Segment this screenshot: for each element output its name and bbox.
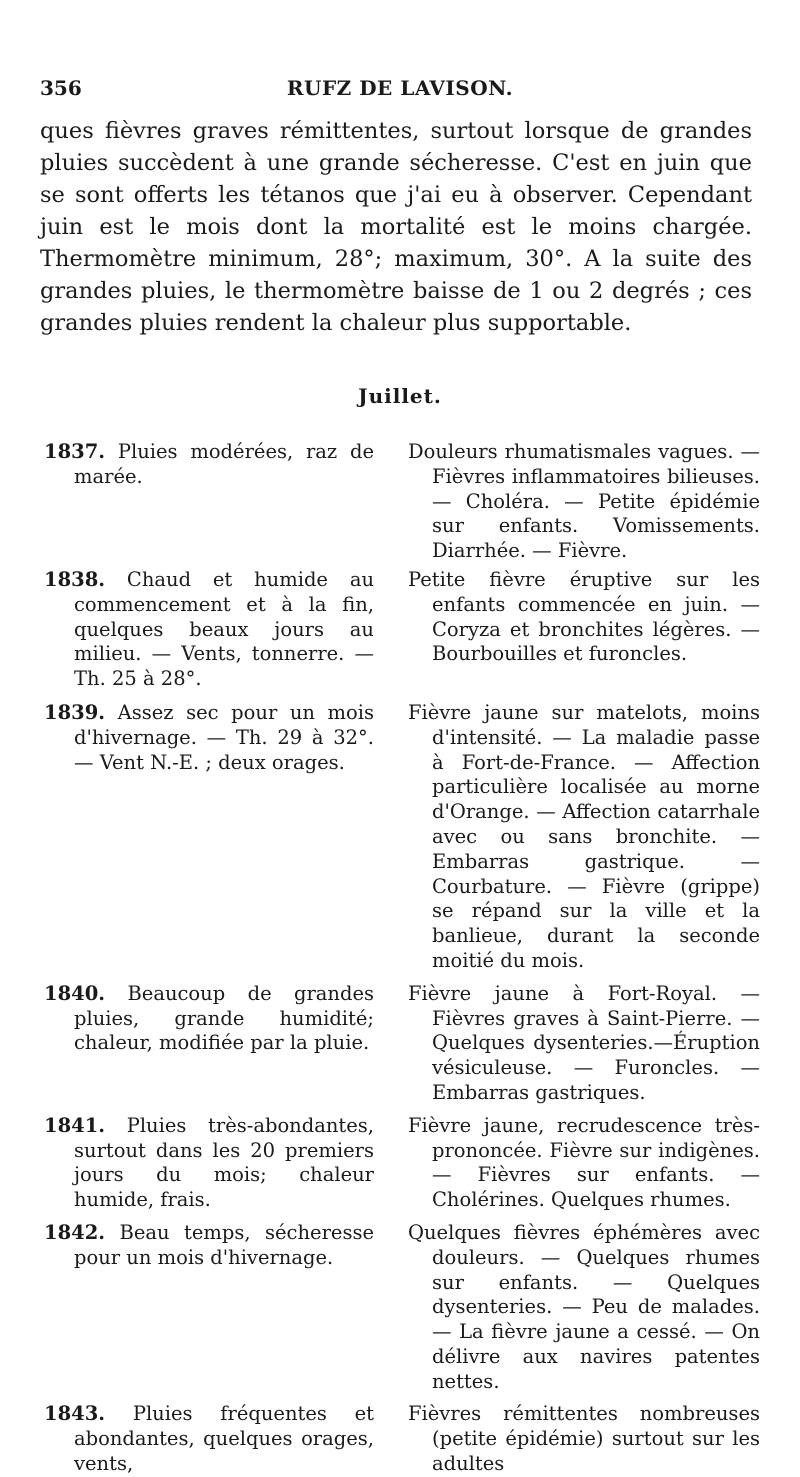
running-title: RUFZ DE LAVISON. xyxy=(286,76,514,100)
weather-text: Chaud et humide au commencement et à la fin, quelques beaux jours au milieu. — Vents, tonnerre. — Th. 25 à 28°. xyxy=(74,567,374,691)
month-title: Juillet. xyxy=(358,384,442,408)
disease-cell: Quelques fièvres éphémères avec douleurs. — Quelques rhumes sur enfants. — Quelques dysenteries. — Peu de malades. — La fièvre jaune a cessé. — On délivre aux navires patentes nettes. xyxy=(408,1220,760,1393)
entry-1838 xyxy=(44,568,760,692)
weather-cell xyxy=(44,440,374,490)
entry-year: 1838. xyxy=(44,567,106,591)
weather-cell xyxy=(44,1114,374,1213)
entry-1839 xyxy=(44,701,760,974)
weather-text: Beaucoup de grandes pluies, grande humidité; chaleur, modifiée par la pluie. xyxy=(74,981,375,1055)
weather-cell xyxy=(44,568,374,692)
entry-year: 1842. xyxy=(44,1220,106,1244)
disease-cell: Fièvre jaune sur matelots, moins d'intensité. — La maladie passe à Fort-de-France. — Affection particulière localisée au morne d'Orange. — Affection catarrhale avec ou sans bronchite. — Embarras gastrique. — Courbature. — Fièvre (grippe) se répand sur la ville et la banlieue, durant la seconde moitié du mois. xyxy=(408,700,760,972)
weather-text: Pluies très-abondantes, surtout dans les 20 premiers jours du mois; chaleur humide, frais. xyxy=(74,1113,374,1212)
disease-cell: Fièvre jaune à Fort-Royal. — Fièvres graves à Saint-Pierre. — Quelques dysenteries.—Éruption vésiculeuse. — Furoncles. — Embarras gastriques. xyxy=(408,981,760,1104)
weather-cell xyxy=(44,701,374,775)
entry-year: 1837. xyxy=(44,440,106,463)
disease-cell: Fièvre jaune, recrudescence très-prononcée. Fièvre sur indigènes. — Fièvres sur enfants. — Cholérines. Quelques rhumes. xyxy=(408,1113,760,1212)
entry-year: 1839. xyxy=(44,700,106,724)
weather-text: Pluies fréquentes et abondantes, quelques orages, vents, xyxy=(74,1402,375,1476)
entry-1841 xyxy=(44,1114,760,1213)
disease-cell: Petite fièvre éruptive sur les enfants commencée en juin. — Coryza et bronchites légères. — Bourbouilles et furoncles. xyxy=(408,567,760,666)
disease-cell: Fièvres rémittentes nombreuses (petite épidémie) surtout sur les adultes xyxy=(408,1402,760,1476)
entry-year: 1843. xyxy=(44,1402,106,1426)
entry-1842 xyxy=(44,1221,760,1395)
entry-year: 1840. xyxy=(44,981,106,1005)
entry-year: 1841. xyxy=(44,1113,106,1137)
entries-table xyxy=(44,440,760,1477)
weather-text: Assez sec pour un mois d'hivernage. — Th. 29 à 32°. — Vent N.-E. ; deux orages. xyxy=(74,700,374,774)
weather-text: Beau temps, sécheresse pour un mois d'hivernage. xyxy=(74,1220,374,1269)
intro-paragraph: ques fièvres graves rémittentes, surtout lorsque de grandes pluies succèdent à une grande sécheresse. C'est en juin que se sont offerts les tétanos que j'ai eu à observer. Cependant juin est le mois dont la mortalité est le moins chargée. Thermomètre minimum, 28°; maximum, 30°. A la suite des grandes pluies, le thermomètre baisse de 1 ou 2 degrés ; ces grandes pluies rendent la chaleur plus supportable. xyxy=(40,118,752,336)
entry-1837 xyxy=(44,440,760,564)
disease-cell: Douleurs rhumatismales vagues. — Fièvres inflammatoires bilieuses. — Choléra. — Petite épidémie sur enfants. Vomissements. Diarrhée. — Fièvre. xyxy=(408,440,760,563)
page-number: 356 xyxy=(40,76,82,100)
weather-cell xyxy=(44,982,374,1056)
entry-1840 xyxy=(44,982,760,1106)
weather-cell xyxy=(44,1221,374,1271)
page-header xyxy=(40,76,760,102)
weather-text: Pluies modérées, raz de marée. xyxy=(74,440,374,488)
